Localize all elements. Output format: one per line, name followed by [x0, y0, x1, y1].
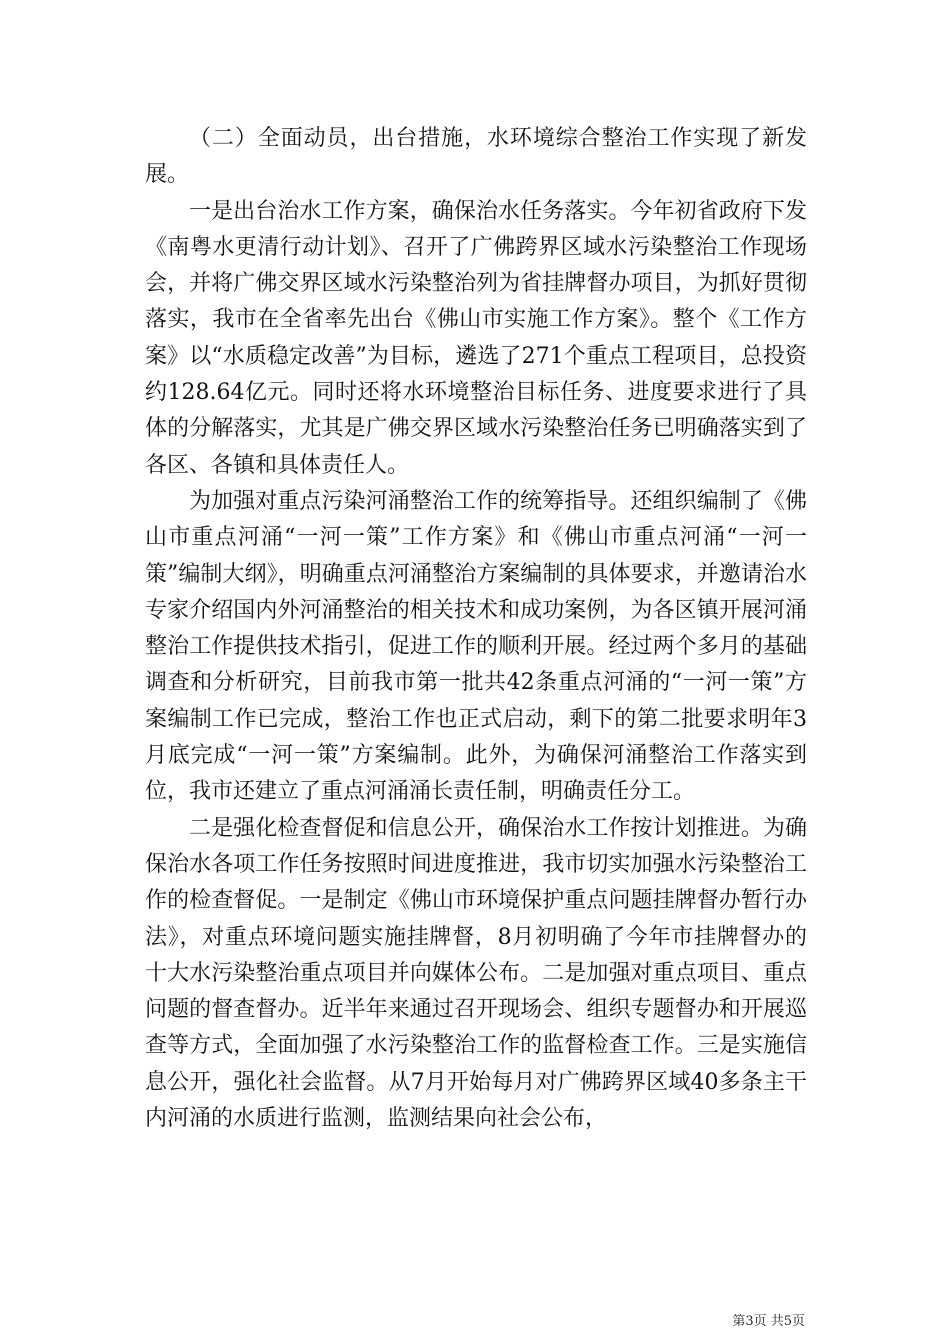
body-paragraph: 为加强对重点污染河涌整治工作的统筹指导。还组织编制了《佛山市重点河涌“一河一策”工作方案》和《佛山市重点河涌“一河一策”编制大纲》，明确重点河涌整治方案编制的具体要求，并邀请治水专家介绍国内外河涌整治的相关技术和成功案例，为各区镇开展河涌整治工作提供技术指引，促进工作的顺利开展。经过两个多月的基础调查和分析研究，目前我市第一批共42条重点河涌的“一河一策”方案编制工作已完成，整治工作也正式启动，剩下的第二批要求明年3月底完成“一河一策”方案编制。此外，为确保河涌整治工作落实到位，我市还建立了重点河涌涌长责任制，明确责任分工。: [145, 488, 807, 805]
body-paragraph: 一是出台治水工作方案，确保治水任务落实。今年初省政府下发《南粤水更清行动计划》、召开了广佛跨界区域水污染整治工作现场会，并将广佛交界区域水污染整治列为省挂牌督办项目，为抓好贯彻落实，我市在全省率先出台《佛山市实施工作方案》。整个《工作方案》以“水质稳定改善”为目标，遴选了271个重点工程项目，总投资约128.64亿元。同时还将水环境整治目标任务、进度要求进行了具体的分解落实，尤其是广佛交界区域水污染整治任务已明确落实到了各区、各镇和具体责任人。: [145, 198, 807, 478]
section-heading-paragraph: （二）全面动员，出台措施，水环境综合整治工作实现了新发展。: [145, 126, 807, 188]
document-body: [145, 121, 807, 1137]
body-paragraph: 二是强化检查督促和信息公开，确保治水工作按计划推进。为确保治水各项工作任务按照时间进度推进，我市切实加强水污染整治工作的检查督促。一是制定《佛山市环境保护重点问题挂牌督办暂行办法》，对重点环境问题实施挂牌督，8月初明确了今年市挂牌督办的十大水污染整治重点项目并向媒体公布。二是加强对重点项目、重点问题的督查督办。近半年来通过召开现场会、组织专题督办和开展巡查等方式，全面加强了水污染整治工作的监督检查工作。三是实施信息公开，强化社会监督。从7月开始每月对广佛跨界区域40多条主干内河涌的水质进行监测，监测结果向社会公布，: [145, 815, 807, 1132]
page-number: 第3页 共5页: [732, 1314, 805, 1329]
